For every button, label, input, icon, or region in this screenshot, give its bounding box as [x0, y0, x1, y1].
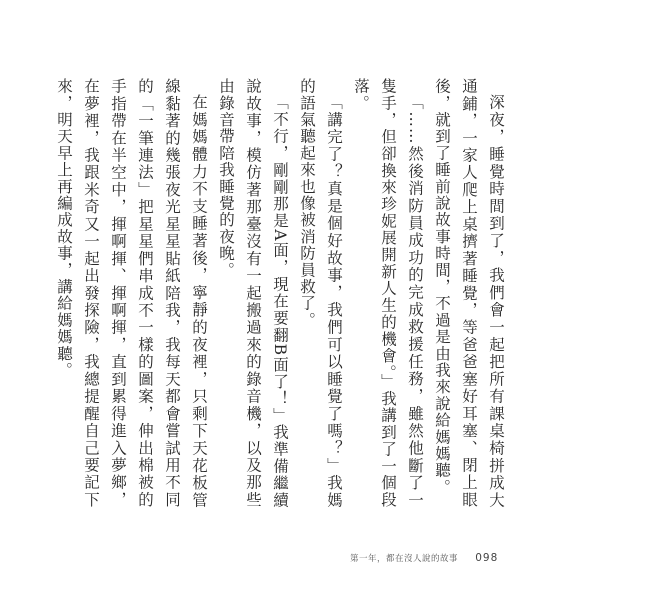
paragraph: 「不行，剛剛那是A面，現在要翻B面了！」我準備繼續說故事，模仿著那臺沒有一起搬過來的錄音機，以及那些由錄音帶陪我睡覺的夜晚。 — [217, 78, 289, 508]
paragraph: 「講完了？真是個好故事，我們可以睡覺了嗎？」我媽的語氣聽起來也像被消防員救了。 — [298, 78, 343, 508]
page-number: 098 — [475, 552, 499, 564]
running-chapter-title: 第一年，都在沒人說的故事 — [350, 554, 459, 564]
paragraph: 深夜，睡覺時間到了，我們會一起把所有課桌椅拼成大通鋪，一家人爬上桌擠著睡覺，等爸爸塞好耳塞、閉上眼後，就到了睡前說故事時間，不過是由我來說給媽媽聽。 — [433, 78, 505, 508]
body-text — [50, 78, 509, 508]
paragraph: 「……然後消防員成功的完成救援任務，雖然他斷了一隻手，但卻換來珍妮展開新人生的機會。」我講到了一個段落。 — [352, 78, 424, 508]
paragraph: 在媽媽體力不支睡著後，寧靜的夜裡，只剩下天花板管線黏著的幾張夜光星星貼紙陪我，我每天都會嘗試用不同的「一筆連法」把星星們串成不一樣的圖案，伸出棉被的手指帶在半空中，揮啊揮、揮啊揮，直到累得進入夢鄉，在夢裡，我跟米奇又一起出發探險，我總提醒自己要記下來，明天早上再編成故事，講給媽媽聽。 — [55, 78, 208, 508]
page-footer — [350, 552, 498, 564]
